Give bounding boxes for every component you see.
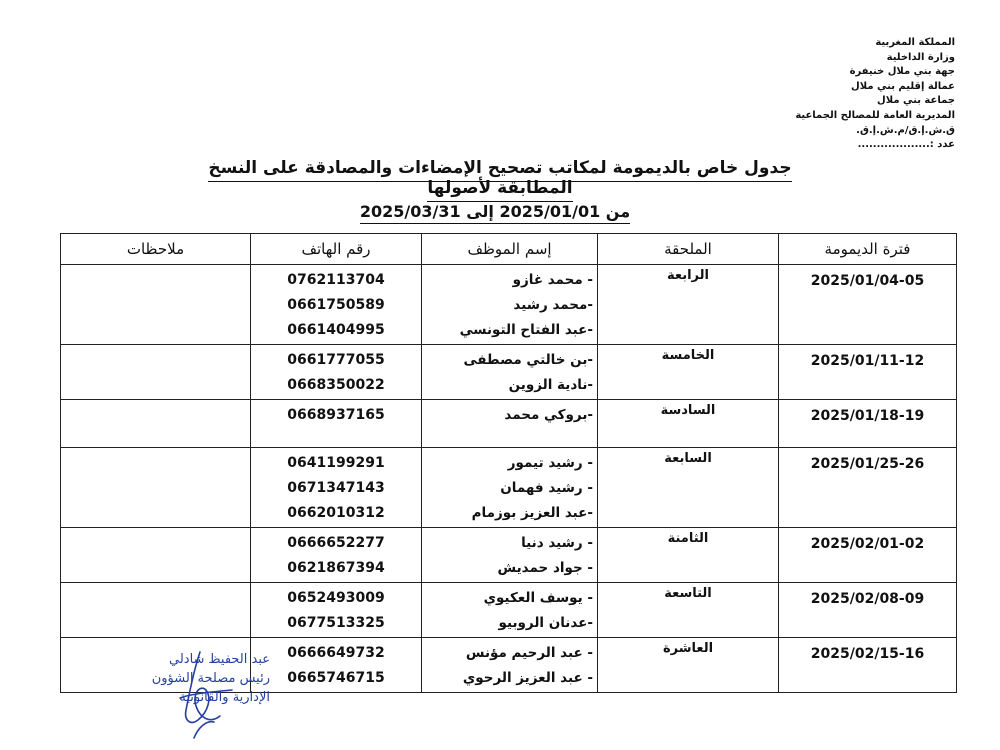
letterhead-line: ق.ش.إ.ق/م.ش.إ.ق. [856,124,955,136]
phone-number: 0621867394 [287,560,385,576]
employee-name: - عبد الرحيم مؤنس [465,645,593,661]
phone-number: 0668350022 [287,377,385,393]
employee-cell [422,345,598,400]
employee-cell [422,265,598,345]
period-cell: 2025/01/11-12 [779,345,957,400]
employee-name: - عبد العزيز الرحوي [462,670,593,686]
phone-number: 0661750589 [287,297,385,313]
employee-name: - رشيد دنيا [521,535,593,551]
document-title-text: جدول خاص بالديمومة لمكاتب تصحيح الإمضاءات والمصادقة على النسخ المطابقة لأصولها [208,158,791,202]
notes-cell [61,345,251,400]
signature-line: عبد الحفيظ شادلي [168,652,270,667]
annex-cell: السادسة [598,400,779,448]
table-row [61,583,957,638]
employee-name: - رشيد فهمان [500,480,593,496]
letterhead-line: المملكة المغربية [875,37,955,48]
header-phone: رقم الهاتف [251,234,422,265]
employee-cell [422,583,598,638]
employee-cell [422,400,598,448]
document-title [180,158,820,198]
phone-number: 0641199291 [287,455,385,471]
signature-line: الإدارية والقانونية [179,690,270,705]
employee-name: -بن خالتي مصطفى [463,352,593,368]
phone-number: 0662010312 [287,505,385,521]
phone-cell [251,448,422,528]
table-row [61,400,957,448]
period-cell: 2025/02/15-16 [779,638,957,693]
phone-number: 0666649732 [287,645,385,661]
date-range-text: من 2025/01/01 إلى 2025/03/31 [360,202,630,224]
employee-name: -عبد العزيز بوزمام [471,505,593,521]
employee-name: -بروكي محمد [504,407,593,423]
duty-roster-table [60,233,957,693]
phone-number: 0762113704 [287,272,385,288]
employee-name: -عبد الفتاح التونسي [459,322,593,338]
header-period: فترة الديمومة [779,234,957,265]
letterhead-line: جهة بني ملال خنيفرة [849,66,955,78]
period-cell: 2025/01/18-19 [779,400,957,448]
employee-name: - جواد حمديش [497,560,593,576]
phone-number: 0668937165 [287,407,385,423]
header-notes: ملاحظات [61,234,251,265]
annex-cell: السابعة [598,448,779,528]
notes-cell [61,448,251,528]
annex-cell: الرابعة [598,265,779,345]
table-row [61,345,957,400]
phone-cell [251,345,422,400]
notes-cell [61,265,251,345]
annex-cell: الثامنة [598,528,779,583]
phone-number: 0661777055 [287,352,385,368]
notes-cell [61,583,251,638]
phone-number: 0665746715 [287,670,385,686]
employee-name: -نادية الزوين [508,377,593,393]
employee-name: -محمد رشيد [513,297,593,313]
signature-block [110,650,270,745]
employee-cell [422,638,598,693]
employee-name: - رشيد تيمور [507,455,593,471]
period-cell: 2025/01/04-05 [779,265,957,345]
period-cell: 2025/02/08-09 [779,583,957,638]
employee-cell [422,528,598,583]
phone-number: 0677513325 [287,615,385,631]
date-range [330,202,660,221]
letterhead-line: عمالة إقليم بني ملال [851,80,955,92]
phone-number: 0671347143 [287,480,385,496]
employee-name: - يوسف العكيوي [483,590,593,606]
employee-name: - محمد غازو [512,272,593,288]
annex-cell: العاشرة [598,638,779,693]
phone-cell [251,528,422,583]
period-cell: 2025/01/25-26 [779,448,957,528]
employee-name: -عدنان الروبيو [498,615,593,631]
phone-cell [251,638,422,693]
letterhead-line: جماعة بني ملال [877,95,955,107]
letterhead [695,36,955,153]
phone-cell [251,400,422,448]
phone-number: 0666652277 [287,535,385,551]
phone-number: 0652493009 [287,590,385,606]
table-header-row [61,234,957,265]
table-row [61,528,957,583]
phone-number: 0661404995 [287,322,385,338]
employee-cell [422,448,598,528]
phone-cell [251,265,422,345]
table-row [61,265,957,345]
annex-cell: التاسعة [598,583,779,638]
signature-line: رئيس مصلحة الشؤون [151,671,270,686]
table-row [61,448,957,528]
letterhead-line: المديرية العامة للمصالح الجماعية [795,109,955,121]
notes-cell [61,400,251,448]
signature-text [110,650,270,707]
period-cell: 2025/02/01-02 [779,528,957,583]
annex-cell: الخامسة [598,345,779,400]
header-annex: الملحقة [598,234,779,265]
notes-cell [61,528,251,583]
header-employee: إسم الموظف [422,234,598,265]
phone-cell [251,583,422,638]
letterhead-line: عدد :................... [857,139,955,151]
letterhead-line: وزارة الداخلية [886,51,955,63]
